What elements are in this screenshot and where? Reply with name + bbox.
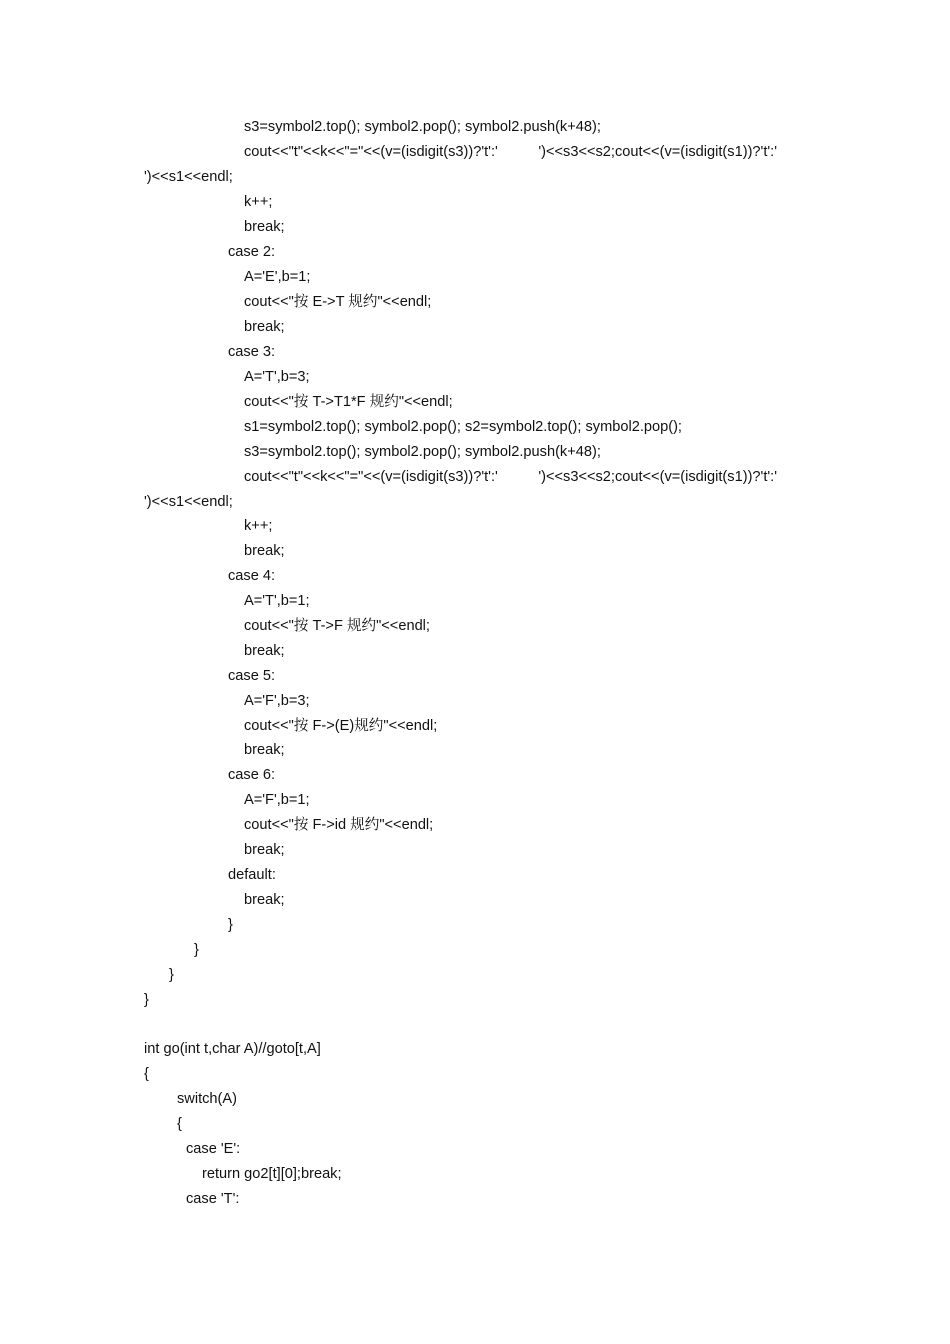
- code-line: break;: [244, 892, 285, 908]
- code-line: {: [177, 1116, 182, 1132]
- code-line: k++;: [244, 518, 273, 534]
- code-line: ')<<s1<<endl;: [144, 494, 233, 510]
- code-line: k++;: [244, 194, 273, 210]
- code-line: }: [169, 967, 174, 983]
- code-line: case 5:: [228, 668, 276, 684]
- code-line: case 3:: [228, 344, 276, 360]
- code-line: A='F',b=3;: [244, 693, 310, 709]
- code-line: break;: [244, 319, 285, 335]
- code-line: s1=symbol2.top(); symbol2.pop(); s2=symbol2.top(); symbol2.pop();: [244, 419, 682, 435]
- code-line: {: [144, 1066, 149, 1082]
- code-line: A='E',b=1;: [244, 269, 311, 285]
- code-line: case 'E':: [186, 1141, 241, 1157]
- code-line: case 6:: [228, 767, 276, 783]
- code-line: break;: [244, 543, 285, 559]
- code-line: ')<<s1<<endl;: [144, 169, 233, 185]
- code-line: switch(A): [177, 1091, 237, 1107]
- code-line: A='T',b=1;: [244, 593, 310, 609]
- code-line: A='T',b=3;: [244, 369, 310, 385]
- code-line: cout<<"按 E->T 规约"<<endl;: [244, 294, 432, 310]
- code-line: }: [228, 917, 233, 933]
- code-line: s3=symbol2.top(); symbol2.pop(); symbol2.push(k+48);: [244, 444, 601, 460]
- code-line: case 2:: [228, 244, 276, 260]
- code-line: cout<<"按 T->F 规约"<<endl;: [244, 618, 430, 634]
- code-line: cout<<"按 T->T1*F 规约"<<endl;: [244, 394, 453, 410]
- code-line: cout<<"按 F->(E)规约"<<endl;: [244, 718, 438, 734]
- code-line: int go(int t,char A)//goto[t,A]: [144, 1041, 321, 1057]
- code-line: cout<<"按 F->id 规约"<<endl;: [244, 817, 434, 833]
- code-line: break;: [244, 842, 285, 858]
- code-line: }: [144, 992, 149, 1008]
- code-line: case 4:: [228, 568, 276, 584]
- code-line: }: [194, 942, 199, 958]
- code-line: A='F',b=1;: [244, 792, 310, 808]
- code-line: break;: [244, 219, 285, 235]
- code-line: cout<<"t"<<k<<"="<<(v=(isdigit(s3))?'t':' ')<<s3<<s2;cout<<(v=(isdigit(s1))?'t':': [244, 469, 778, 485]
- code-line: break;: [244, 742, 285, 758]
- code-line: default:: [228, 867, 276, 883]
- code-line: break;: [244, 643, 285, 659]
- code-line: s3=symbol2.top(); symbol2.pop(); symbol2.push(k+48);: [244, 119, 601, 135]
- code-line: case 'T':: [186, 1191, 240, 1207]
- code-line: cout<<"t"<<k<<"="<<(v=(isdigit(s3))?'t':' ')<<s3<<s2;cout<<(v=(isdigit(s1))?'t':': [244, 144, 778, 160]
- code-line: return go2[t][0];break;: [202, 1166, 342, 1182]
